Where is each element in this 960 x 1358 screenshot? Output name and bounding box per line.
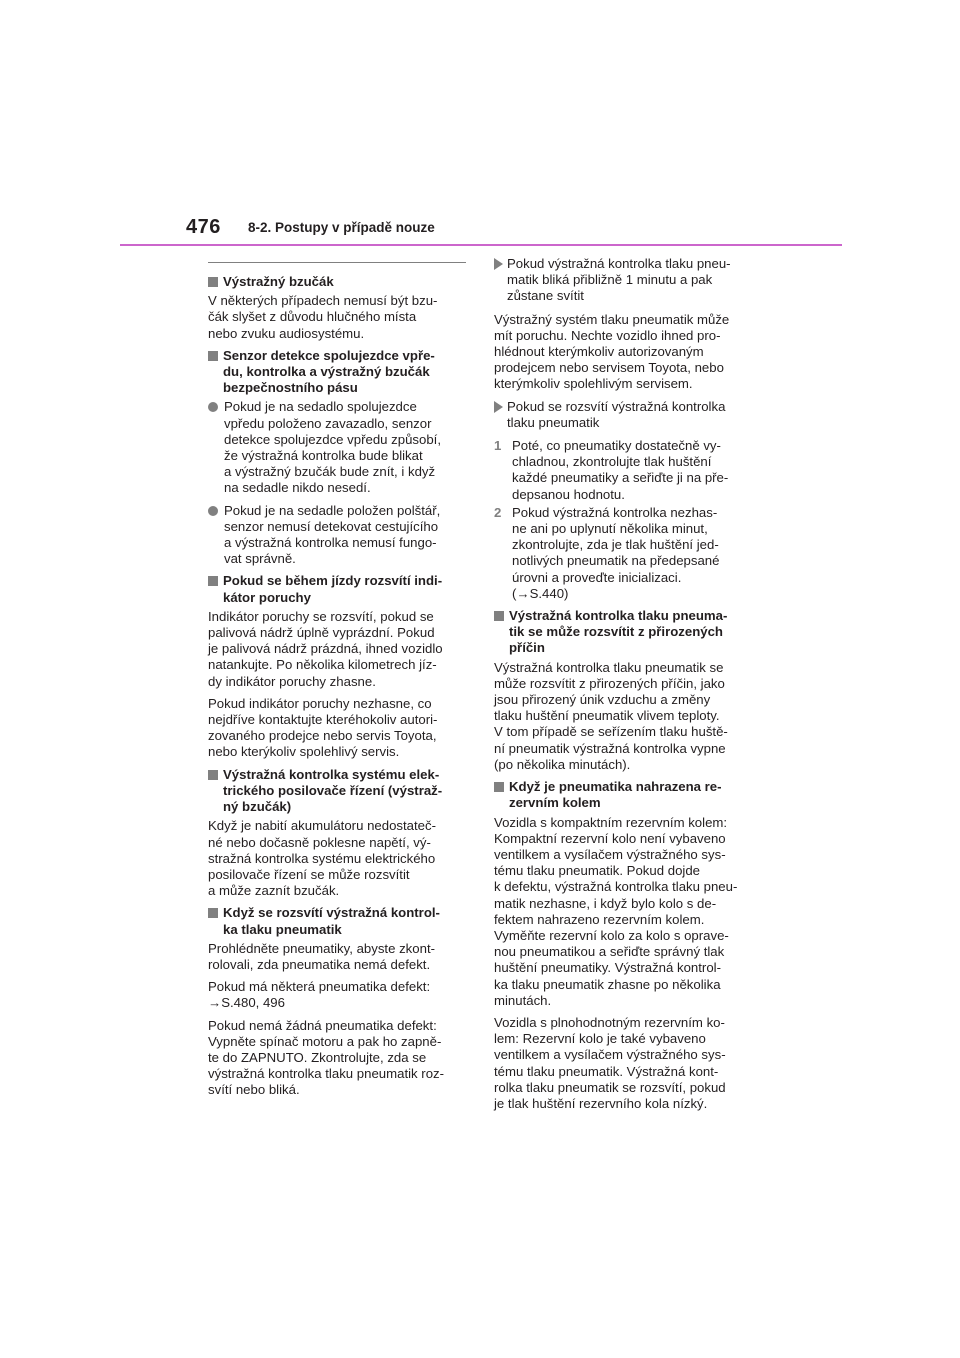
step-item [494, 438, 756, 503]
step-text: Poté, co pneumatiky dostatečně vy- chladnou, zkontrolujte tlak huštění každé pneumatiky a seřiďte ji na pře- depsanou hodnotu. [512, 438, 729, 502]
condition-item [494, 256, 756, 305]
circle-bullet-icon [208, 506, 218, 516]
condition-text: Pokud výstražná kontrolka tlaku pneu- matik bliká přibližně 1 minutu a pak zůstane svítit [507, 256, 731, 304]
paragraph: Vozidla s plnohodnotným rezervním ko- lem: Rezervní kolo je také vybaveno ventilkem a vysílačem výstražného sys- tému tlaku pneumatik. Výstražná kont- rolka tlaku pneumatik se rozsvítí, pokud je tlak huštění rezervního kola nízký. [494, 1014, 726, 1111]
square-bullet-icon [208, 770, 218, 780]
header-rule [120, 244, 842, 246]
square-bullet-icon [494, 782, 504, 792]
heading-text: Výstražná kontrolka systému elek- trického posilovače řízení (výstraž- ný bzučák) [223, 766, 443, 815]
square-bullet-icon [208, 576, 218, 586]
paragraph: Vozidla s kompaktním rezervním kolem: Kompaktní rezervní kolo není vybaveno ventilkem a vysílačem výstražného sys- tému tlaku pneumatik. Pokud dojde k defektu, výstražná kontrolka tlaku pneu- matik nezhasne, i když bylo kolo s de- fektem nahrazeno rezervním kolem. Vyměňte rezervní kolo za kolo s oprave- nou pneumatikou a seřiďte správný tlak huštění pneumatiky. Výstražná kontrol- ka tlaku pneumatik zhasne po několika minutách. [494, 814, 738, 1008]
step-number: 2 [494, 504, 502, 520]
paragraph: Prohlédněte pneumatiky, abyste zkont- rolovali, zda pneumatika nemá defekt. [208, 940, 436, 972]
heading-text: Výstražná kontrolka tlaku pneuma- tik se může rozsvítit z přirozených příčin [509, 608, 728, 656]
heading-text: Senzor detekce spolujezdce vpře- du, kontrolka a výstražný bzučák bezpečnostního pásu [223, 347, 435, 396]
chapter-title: 8-2. Postupy v případě nouze [248, 220, 435, 235]
paragraph: Indikátor poruchy se rozsvítí, pokud se palivová nádrž úplně vyprázdní. Pokud je palivová nádrž prázdná, ihned vozidlo natankujte. Po několika kilometrech jíz- dy indikátor poruchy zhasne. [208, 608, 443, 689]
paragraph: Pokud nemá žádná pneumatika defekt: Vypněte spínač motoru a pak ho zapně- te do ZAPNUTO. Zkontrolujte, zda se výstražná kontrolka tlaku pneumatik roz- svítí nebo bliká. [208, 1017, 445, 1098]
heading-text: Když je pneumatika nahrazena re- zervním kolem [509, 779, 722, 811]
column-rule [208, 262, 466, 263]
bullet-text: Pokud je na sedadlo spolujezdce vpředu položeno zavazadlo, senzor detekce spolujezdce vpředu způsobí, že výstražná kontrolka bude blikat a výstražný bzučák bude znít, i když na sedadle nikdo nesedí. [224, 399, 442, 496]
heading-text: Pokud se během jízdy rozsvítí indi- kátor poruchy [223, 573, 443, 605]
bullet-item [208, 503, 470, 568]
paragraph-with-reference: Pokud má některá pneumatika defekt: →S.480, 496 [208, 979, 431, 1011]
square-bullet-icon [208, 277, 218, 287]
circle-bullet-icon [208, 402, 218, 412]
bullet-item [208, 399, 470, 496]
section-heading [208, 905, 470, 937]
bullet-text: Pokud je na sedadle položen polštář, senzor nemusí detekovat cestujícího a výstražná kontrolka nemusí fungo- vat správně. [224, 502, 441, 567]
section-heading [208, 767, 470, 816]
triangle-arrow-icon [494, 258, 503, 270]
condition-text: Pokud se rozsvítí výstražná kontrolka tlaku pneumatik [507, 398, 726, 430]
heading-text: Když se rozsvítí výstražná kontrol- ka tlaku pneumatik [223, 905, 440, 937]
square-bullet-icon [208, 908, 218, 918]
section-heading [494, 779, 756, 811]
heading-text: Výstražný bzučák [223, 274, 334, 289]
paragraph: Výstražný systém tlaku pneumatik může mít poruchu. Nechte vozidlo ihned pro- hlédnout kterýmkoliv autorizovaným prodejcem nebo servisem Toyota, nebo kterýmkoliv spolehlivým servisem. [494, 311, 730, 392]
step-text: Pokud výstražná kontrolka nezhas- ne ani po uplynutí několika minut, zkontrolujte, zda je tlak huštění jed- notlivých pneumatik na předepsané úrovni a proveďte inicializaci. (→S.440) [512, 504, 720, 601]
section-heading [494, 608, 756, 657]
section-heading [208, 348, 470, 397]
paragraph: V některých případech nemusí být bzu- čák slyšet z důvodu hlučného místa nebo zvuku audiosystému. [208, 293, 438, 341]
step-item [494, 505, 756, 602]
left-column [208, 268, 470, 1105]
section-heading [208, 274, 470, 290]
triangle-arrow-icon [494, 401, 503, 413]
paragraph: Pokud indikátor poruchy nezhasne, co nejdříve kontaktujte kteréhokoliv autori- zovaného prodejce nebo servis Toyota, nebo kterýkoliv spolehlivý servis. [208, 695, 438, 760]
condition-item [494, 399, 756, 431]
square-bullet-icon [494, 611, 504, 621]
page-number: 476 [186, 216, 221, 238]
square-bullet-icon [208, 351, 218, 361]
right-column [494, 256, 756, 1118]
paragraph: Když je nabití akumulátoru nedostateč- né nebo dočasně poklesne napětí, vý- stražná kontrolka systému elektrického posilovače řízení se může rozsvítit a může zaznít bzučák. [208, 818, 436, 899]
step-number: 1 [494, 438, 502, 454]
paragraph: Výstražná kontrolka tlaku pneumatik se může rozsvítit z přirozených příčin, jako jsou přirozený únik vzduchu a změny tlaku huštění pneumatik vlivem teploty. V tom případě se seřízením tlaku huště- ní pneumatik výstražná kontrolka vypne (po několika minutách). [494, 659, 728, 772]
section-heading [208, 573, 470, 605]
